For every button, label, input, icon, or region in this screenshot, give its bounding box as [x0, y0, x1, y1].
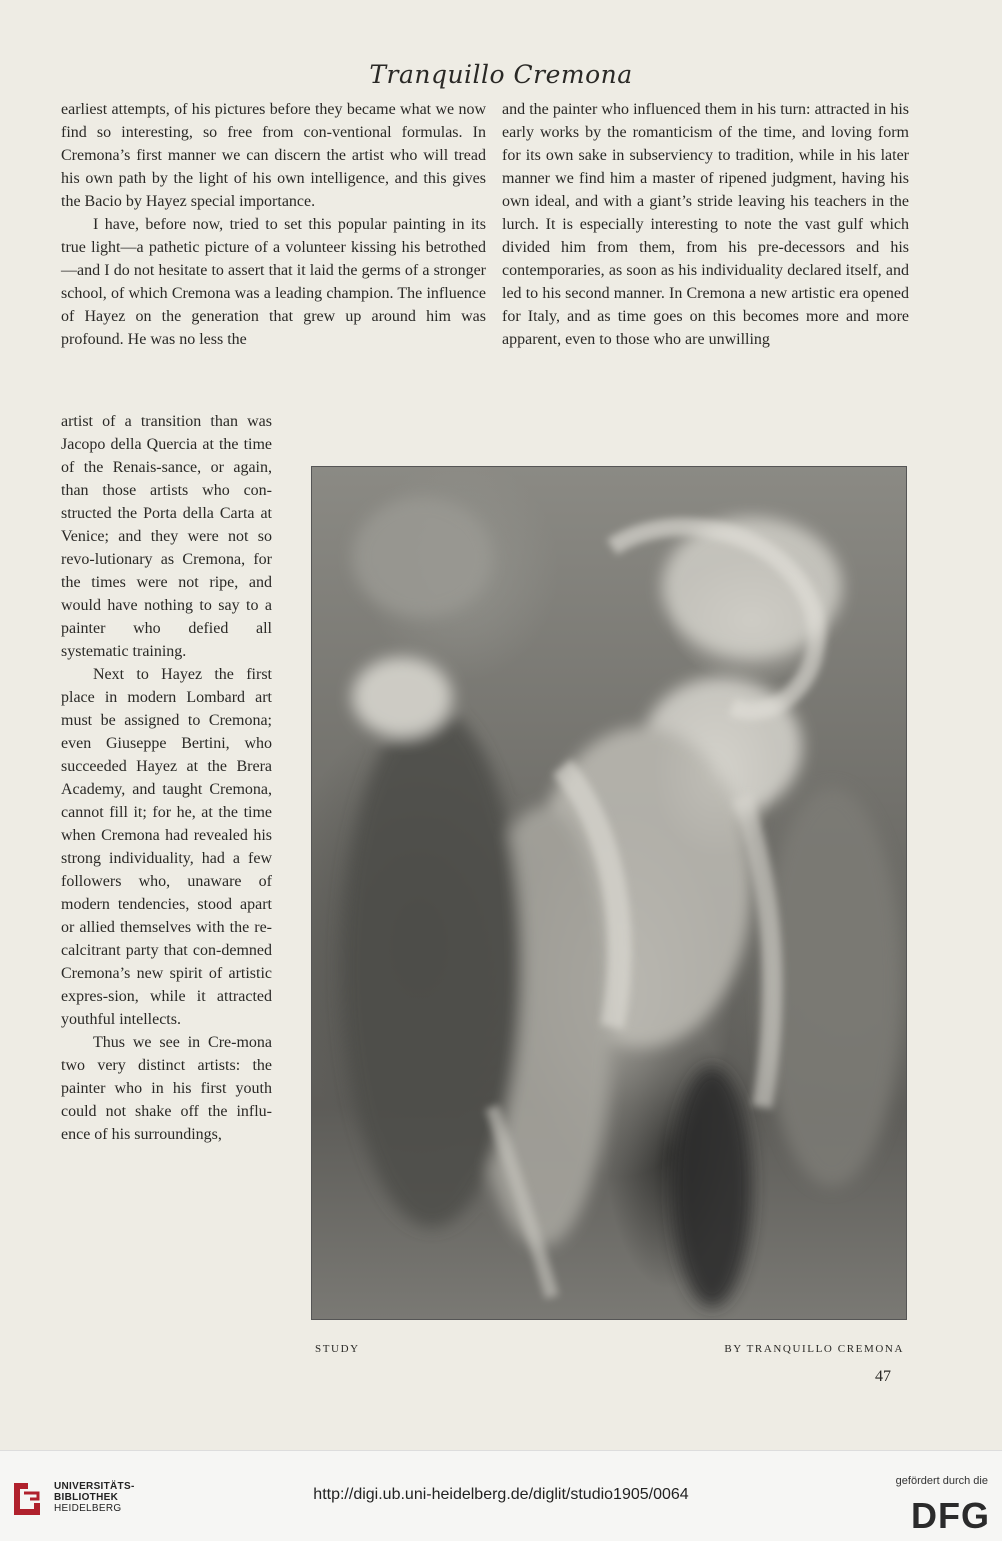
page-number: 47 — [875, 1368, 891, 1385]
permalink-url[interactable]: http://digi.ub.uni-heidelberg.de/diglit/studio1905/0064 — [313, 1486, 689, 1503]
paragraph: artist of a transition than was Jacopo della Quercia at the time of the Renais-sance, or again, than those artists who con-structed the Porta della Carta at Venice; and they were not so revo-lutionary as Cremona, for the times were not ripe, and would have nothing to say to a painter who defied all systematic training. — [61, 413, 272, 660]
study-painting-image — [311, 466, 907, 1320]
paragraph: earliest attempts, of his pictures before they became what we now find so interesting, so free from con-ventional formulas. In Cremona’s first manner we can discern the artist who will tread his own path by the light of his own intelligence, and this gives the Bacio by Hayez special importance. — [61, 101, 486, 210]
funded-by-label: gefördert durch die — [895, 1475, 988, 1487]
library-name-line: BIBLIOTHEK — [54, 1492, 119, 1503]
paragraph: Thus we see in Cre-mona two very distinct artists: the painter who in his first youth could not shake off the influ-ence of his surroundings, — [61, 1034, 272, 1143]
library-name-line: HEIDELBERG — [54, 1503, 122, 1514]
right-column-top — [502, 98, 909, 351]
library-name-line: UNIVERSITÄTS- — [54, 1481, 135, 1492]
digitization-footer — [0, 1450, 1002, 1541]
figure-caption-title: STUDY — [315, 1343, 360, 1355]
left-column-top — [61, 98, 486, 351]
paragraph: and the painter who influenced them in his turn: attracted in his early works by the romanticism of the time, and loving form for its own sake in subserviency to tradition, while in his later manner we find him a master of ripened judgment, having his own ideal, and with a giant’s stride leaving his teachers in the lurch. It is especially interesting to note the vast gulf which divided him from them, from his pre-decessors and his contemporaries, as soon as his individuality declared itself, and led to his second manner. In Cremona a new artistic era opened for Italy, and as time goes on this becomes more and more apparent, even to those who are unwilling — [502, 101, 909, 348]
left-column-narrow — [61, 410, 272, 1146]
figure-caption-credit: BY TRANQUILLO CREMONA — [724, 1343, 904, 1355]
paragraph: I have, before now, tried to set this popular painting in its true light—a pathetic picture of a volunteer kissing his betrothed—and I do not hesitate to assert that it laid the germs of a stronger school, of which Cremona was a leading champion. The influence of Hayez on the generation that grew up around him was profound. He was no less the — [61, 216, 486, 348]
painting-illustration — [312, 467, 906, 1319]
dfg-logo: DFG — [911, 1495, 990, 1536]
running-head-title: Tranquillo Cremona — [369, 60, 633, 89]
paragraph: Next to Hayez the first place in modern Lombard art must be assigned to Cremona; even Giuseppe Bertini, who succeeded Hayez at the Brera Academy, and taught Cremona, cannot fill it; for he, at the time when Cremona had revealed his strong individuality, had a few followers who, unaware of modern tendencies, stood apart or allied themselves with the re-calcitrant party that con-demned Cremona’s new spirit of artistic expres-sion, while it attracted youthful intellects. — [61, 666, 272, 1028]
